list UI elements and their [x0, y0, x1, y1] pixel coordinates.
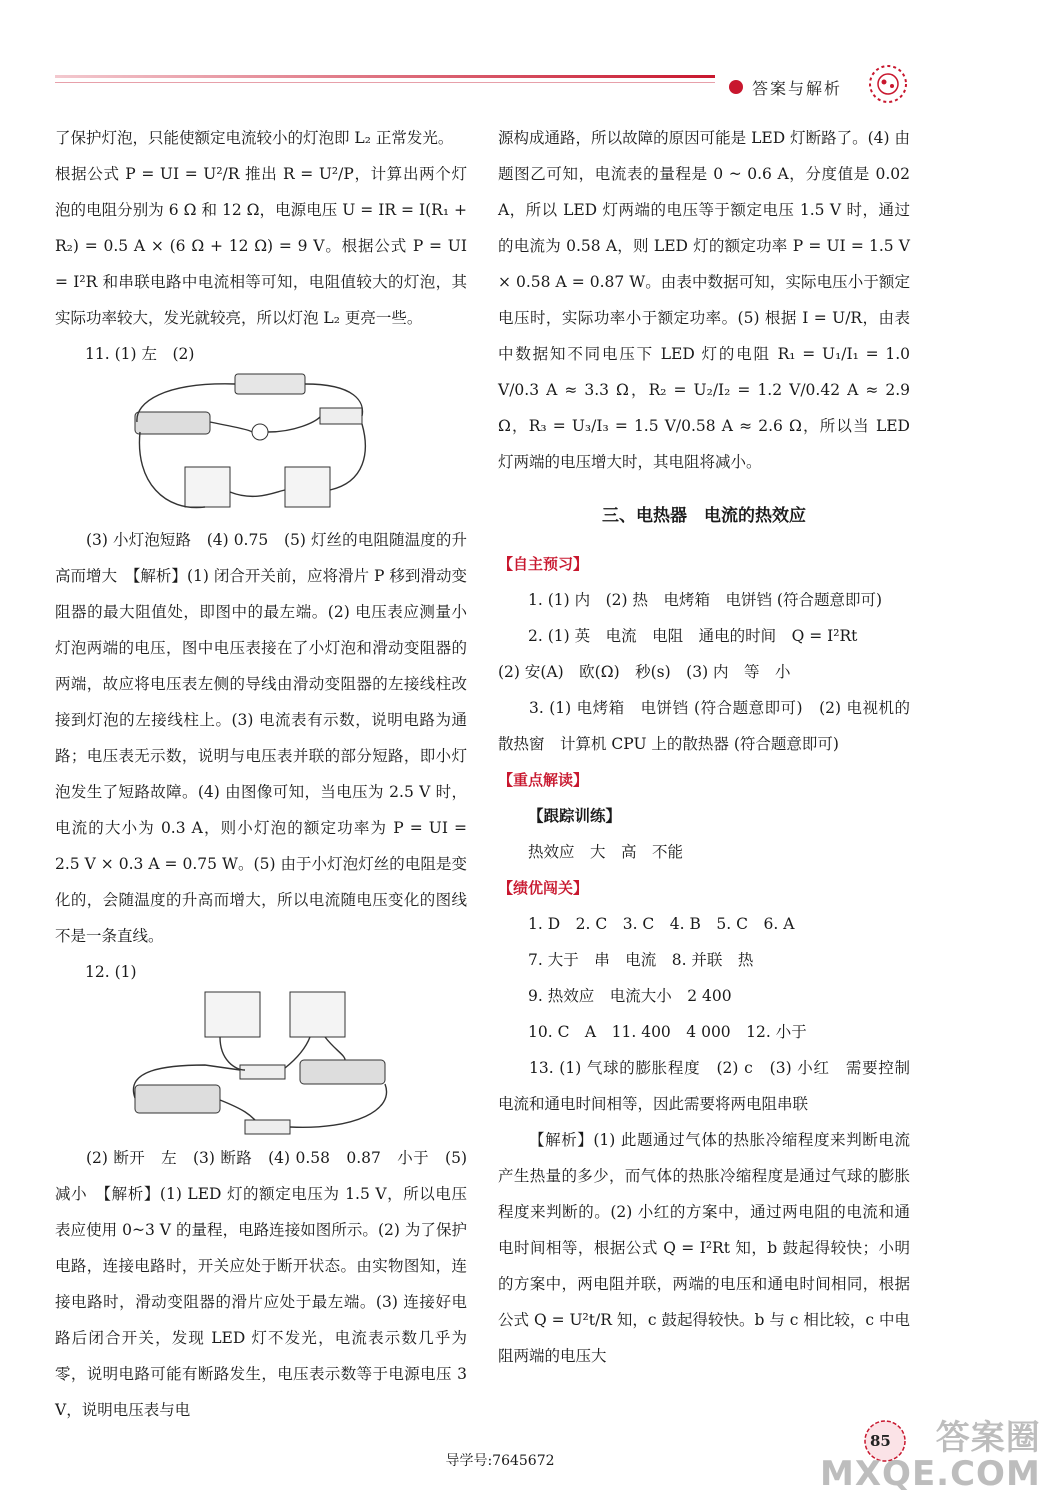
header-rule: [55, 75, 715, 78]
answer-line: 1. D 2. C 3. C 4. B 5. C 6. A: [528, 915, 795, 933]
circuit-figure-11: [125, 372, 375, 522]
paragraph: 了保护灯泡，只能使额定电流较小的灯泡即 L₂ 正常发光。: [55, 129, 454, 147]
flower-logo-icon: [862, 60, 914, 108]
sub-label: 【跟踪训练】: [528, 806, 622, 825]
paragraph: 源构成通路，所以故障的原因可能是 LED 灯断路了。(4) 由题图乙可知，电流表的量程是 0 ~ 0.6 A，分度值是 0.02 A，所以 LED 灯两端的电压等于额定电压 1.5 V 时，通过的电流为 0.58 A，则 LED 灯的额定功率 P = UI = 1.5 V × 0.58 A = 0.87 W。由表中数据可知，实际电压小于额定电压时，实际功率小于额定功率。(5) 根据 I = U/R，由表中数据知不同电压下 LED 灯的电阻 R₁ = U₁/I₁ = 1.0 V/0.3 A ≈ 3.3 Ω，R₂ = U₂/I₂ = 1.2 V/0.42 A ≈ 2.9 Ω，R₃ = U₃/I₃ = 1.5 V/0.58 A ≈ 2.6 Ω，所以当 LED 灯两端的电压增大时，其电阻将减小。: [498, 129, 910, 471]
header-title: 答案与解析: [752, 79, 843, 98]
right-column: [498, 120, 910, 1374]
page-number: 85: [870, 1432, 891, 1450]
answer-line: 9. 热效应 电流大小 2 400: [528, 987, 732, 1005]
left-column: [55, 120, 467, 1428]
answer-line: 10. C A 11. 400 4 000 12. 小于: [528, 1023, 807, 1041]
header-rule-thin: [55, 82, 715, 83]
section-label-key-points: 【重点解读】: [498, 771, 589, 789]
paragraph: (2) 断开 左 (3) 断路 (4) 0.58 0.87 小于 (5) 减小 【解析】(1) LED 灯的额定电压为 1.5 V，所以电压表应使用 0~3 V 的量程，电路连接如图所示。(2) 为了保护电路，连接电路时，开关应处于断开状态。由实物图知，连接电路时，滑动变阻器的滑片应处于最左端。(3) 连接好电路后闭合开关，发现 LED 灯不发光，电流表示数几乎为零，说明电路可能有断路发生，电压表示数等于电源电压 3 V，说明电压表与电: [55, 1149, 467, 1419]
question-11: 11. (1) 左 (2): [85, 345, 195, 363]
paragraph: (3) 小灯泡短路 (4) 0.75 (5) 灯丝的电阻随温度的升高而增大 【解析】(1) 闭合开关前，应将滑片 P 移到滑动变阻器的最大阻值处，即图中的最左端。(2) 电压表应测量小灯泡两端的电压，图中电压表接在了小灯泡和滑动变阻器的两端，故应将电压表左侧的导线由滑动变阻器的左接线柱改接到灯泡的左接线柱上。(3) 电流表有示数，说明电路为通路；电压表无示数，说明与电压表并联的部分短路，即小灯泡发生了短路故障。(4) 由图像可知，当电压为 2.5 V 时，电流的大小为 0.3 A，则小灯泡的额定功率为 P = UI = 2.5 V × 0.3 A = 0.75 W。(5) 由于小灯泡灯丝的电阻是变化的，会随温度的升高而增大，所以电流随电压变化的图线不是一条直线。: [55, 531, 467, 945]
answer-line: 3. (1) 电烤箱 电饼铛 (符合题意即可) (2) 电视机的散热窗 计算机 CPU 上的散热器 (符合题意即可): [498, 699, 910, 753]
section-title: 三、电热器 电流的热效应: [602, 506, 806, 526]
answer-line: 2. (1) 英 电流 电阻 通电的时间 Q = I²Rt: [528, 627, 858, 645]
guide-number: 导学号:7645672: [445, 1453, 555, 1469]
answer-line: 1. (1) 内 (2) 热 电烤箱 电饼铛 (符合题意即可): [528, 591, 883, 609]
paragraph: 【解析】(1) 此题通过气体的热胀冷缩程度来判断电流产生热量的多少，而气体的热胀冷缩程度是通过气球的膨胀程度来判断的。(2) 小红的方案中，通过两电阻的电流和通电时间相等，根据公式 Q = I²Rt 知，b 鼓起得较快；小明的方案中，两电阻并联，两端的电压和通电时间相同，根据公式 Q = U²t/R 知，c 鼓起得较快。b 与 c 相比较，c 中电阻两端的电压大: [498, 1131, 910, 1365]
section-label-preview: 【自主预习】: [498, 555, 589, 573]
header-bullet-icon: [729, 80, 743, 94]
question-12: 12. (1): [85, 963, 137, 981]
paragraph: 根据公式 P = UI = U²/R 推出 R = U²/P，计算出两个灯泡的电阻分别为 6 Ω 和 12 Ω，电源电压 U = IR = I(R₁ + R₂) = 0.5 A × (6 Ω + 12 Ω) = 9 V。根据公式 P = UI = I²R 和串联电路中电流相等可知，电阻值较大的灯泡，其实际功率较大，发光就较亮，所以灯泡 L₂ 更亮一些。: [55, 165, 467, 327]
circuit-figure-12: [125, 990, 425, 1140]
answer-line: 13. (1) 气球的膨胀程度 (2) c (3) 小红 需要控制电流和通电时间相等，因此需要将两电阻串联: [498, 1059, 910, 1113]
watermark: 答案圈 MXQE.COM: [820, 1418, 1041, 1494]
answer-line: 热效应 大 高 不能: [528, 843, 684, 861]
answer-line: 7. 大于 串 电流 8. 并联 热: [528, 951, 754, 969]
section-label-challenge: 【绩优闯关】: [498, 879, 589, 897]
answer-line: (2) 安(A) 欧(Ω) 秒(s) (3) 内 等 小: [498, 663, 791, 681]
